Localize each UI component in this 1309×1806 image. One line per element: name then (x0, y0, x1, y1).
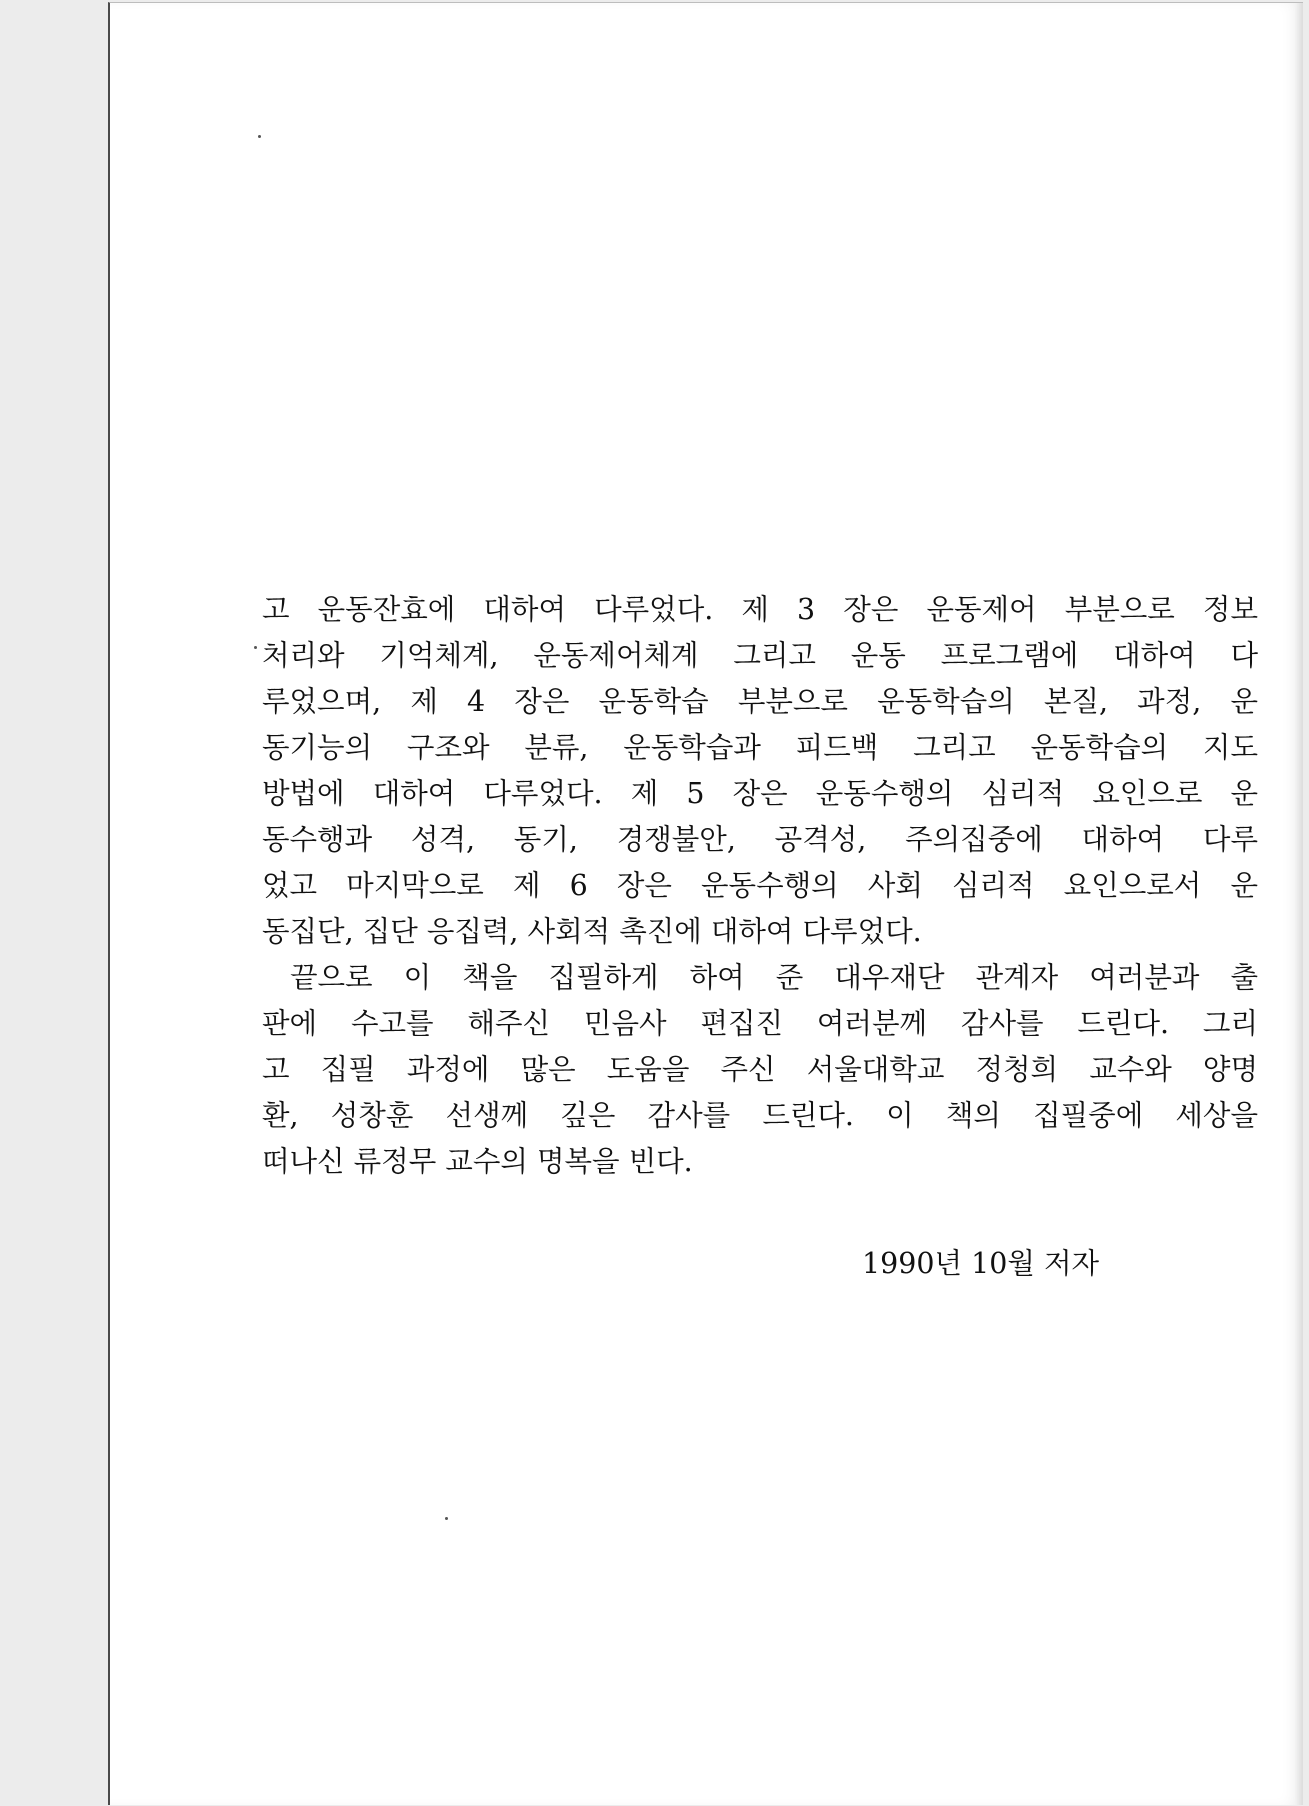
text-line: 고 운동잔효에 대하여 다루었다. 제 3 장은 운동제어 부분으로 정보 (262, 593, 1258, 626)
text-line: 판에 수고를 해주신 민음사 편집진 여러분께 감사를 드린다. 그리 (262, 1007, 1258, 1040)
scan-speck (254, 646, 257, 649)
text-line: 끝으로 이 책을 집필하게 하여 준 대우재단 관계자 여러분과 출 (290, 961, 1258, 994)
page-edge-shadow (1295, 3, 1303, 1805)
scan-speck (258, 135, 261, 138)
text-line: 떠나신 류정무 교수의 명복을 빈다. (262, 1145, 693, 1178)
text-line: 처리와 기억체계, 운동제어체계 그리고 운동 프로그램에 대하여 다 (262, 639, 1258, 672)
paragraph-2 (262, 955, 1258, 1185)
text-line: 동기능의 구조와 분류, 운동학습과 피드백 그리고 운동학습의 지도 (262, 731, 1258, 764)
body-text (262, 587, 1258, 1185)
text-line: 환, 성창훈 선생께 깊은 감사를 드린다. 이 책의 집필중에 세상을 (262, 1099, 1258, 1132)
text-line: 루었으며, 제 4 장은 운동학습 부분으로 운동학습의 본질, 과정, 운 (262, 685, 1258, 718)
text-line: 방법에 대하여 다루었다. 제 5 장은 운동수행의 심리적 요인으로 운 (262, 777, 1258, 810)
text-line: 동집단, 집단 응집력, 사회적 촉진에 대하여 다루었다. (262, 915, 922, 948)
text-line: 동수행과 성격, 동기, 경쟁불안, 공격성, 주의집중에 대하여 다루 (262, 823, 1258, 856)
date-signature: 1990년 10월 저자 (862, 1247, 1100, 1280)
scan-speck (445, 1517, 448, 1520)
paragraph-1 (262, 587, 1258, 955)
text-line: 고 집필 과정에 많은 도움을 주신 서울대학교 정청희 교수와 양명 (262, 1053, 1258, 1086)
document-page (108, 2, 1303, 1805)
text-line: 었고 마지막으로 제 6 장은 운동수행의 사회 심리적 요인으로서 운 (262, 869, 1258, 902)
